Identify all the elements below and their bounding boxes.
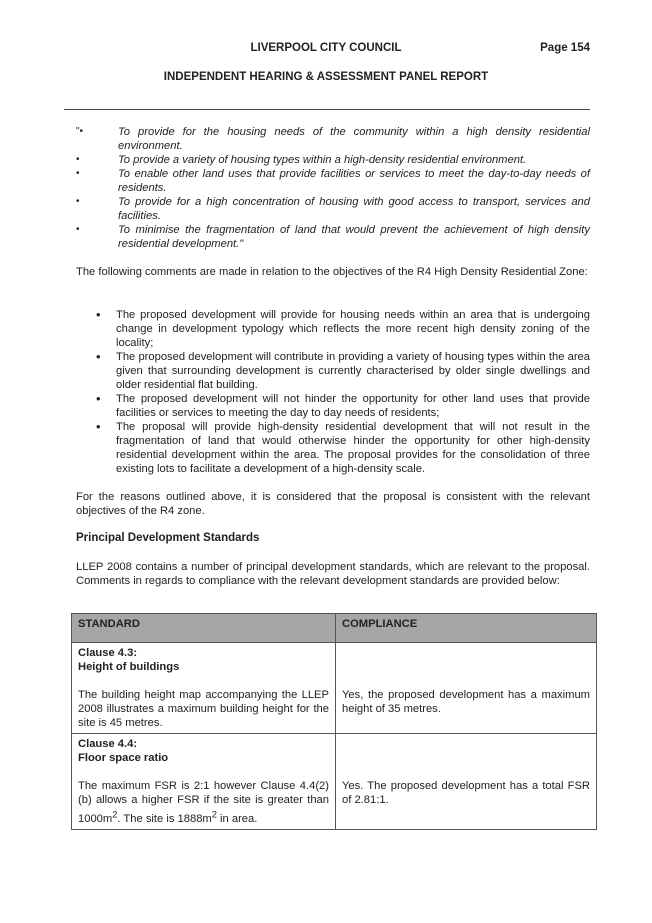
objective-item: [76, 153, 590, 167]
standard-text: The building height map accompanying the LLEP 2008 illustrates a maximum building height for the site is 45 metres.: [78, 689, 329, 729]
compliance-text: Yes, the proposed development has a maximum height of 35 metres.: [342, 689, 590, 715]
report-title: INDEPENDENT HEARING & ASSESSMENT PANEL REPORT: [163, 71, 489, 83]
objective-marker: •: [76, 196, 80, 207]
standard-cell: [72, 734, 336, 830]
column-header-standard: STANDARD: [72, 614, 336, 643]
conclusion-paragraph: For the reasons outlined above, it is considered that the proposal is consistent with the relevant objectives of the R4 zone.: [76, 491, 590, 517]
standards-intro: LLEP 2008 contains a number of principal development standards, which are relevant to the proposal. Comments in regards to compliance with the relevant development standards are provided below:: [76, 561, 590, 587]
objective-text: To provide for a high concentration of housing with good access to transport, services and facilities.: [118, 196, 590, 222]
section-heading: Principal Development Standards: [76, 532, 260, 544]
objective-item: [76, 167, 590, 195]
objective-text: To provide for the housing needs of the community within a high density residential environment.: [118, 126, 590, 152]
table-row: [72, 643, 597, 734]
column-header-compliance: COMPLIANCE: [336, 614, 597, 643]
standards-table: [71, 613, 597, 830]
clause-title: Floor space ratio: [78, 752, 169, 764]
objective-marker: •: [76, 168, 80, 179]
bullet-icon: •: [96, 419, 101, 434]
zone-objectives-list: [76, 125, 590, 251]
bullet-icon: •: [96, 391, 101, 406]
bullet-icon: •: [96, 307, 101, 322]
comment-text: The proposed development will provide for housing needs within an area that is undergoing change in development typology which reflects the more recent high density zoning of the locality;: [116, 309, 590, 349]
bullet-icon: •: [96, 349, 101, 364]
objective-text: To minimise the fragmentation of land that would prevent the achievement of high density residential development.": [118, 224, 590, 250]
comment-item: [96, 392, 590, 420]
objective-item: [76, 223, 590, 251]
compliance-cell: [336, 734, 597, 830]
standard-text: The maximum FSR is 2:1 however Clause 4.4(2)(b) allows a higher FSR if the site is greater than $1000m^2$. The site is $1888m^2$ in area.: [78, 780, 329, 825]
standard-cell: [72, 643, 336, 734]
comments-intro: The following comments are made in relation to the objectives of the R4 High Density Residential Zone:: [76, 266, 588, 278]
comment-text: The proposal will provide high-density residential development that will not result in the fragmentation of land that would otherwise hinder the opportunity for other high-density residential development within the area. The proposal provides for the consolidation of three existing lots to facilitate a development of a high-density scale.: [116, 421, 590, 475]
compliance-text: Yes. The proposed development has a total FSR of 2.81:1.: [342, 780, 590, 806]
comment-text: The proposed development will not hinder the opportunity for other land uses that provide facilities or services to meeting the day to day needs of residents;: [116, 393, 590, 419]
objective-item: [76, 195, 590, 223]
objective-text: To enable other land uses that provide facilities or services to meet the day-to-day needs of residents.: [118, 168, 590, 194]
clause-number: Clause 4.3:: [78, 647, 138, 659]
superscript: 2: [112, 809, 118, 819]
table-header-row: [72, 614, 597, 643]
objective-text: To provide a variety of housing types within a high-density residential environment.: [118, 154, 527, 166]
comment-item: [96, 350, 590, 392]
objective-item: [76, 125, 590, 153]
comment-item: [96, 308, 590, 350]
clause-number: Clause 4.4:: [78, 738, 138, 750]
compliance-cell: [336, 643, 597, 734]
council-name: LIVERPOOL CITY COUNCIL: [250, 42, 402, 54]
objective-marker: •: [76, 154, 80, 165]
comment-item: [96, 420, 590, 476]
superscript: 2: [211, 809, 217, 819]
page-number: Page 154: [540, 42, 590, 54]
comments-list: [96, 308, 590, 476]
header-divider: [64, 109, 590, 110]
clause-title: Height of buildings: [78, 661, 180, 673]
objective-marker: •: [76, 224, 80, 235]
table-row: [72, 734, 597, 830]
comment-text: The proposed development will contribute in providing a variety of housing types within the area given that surrounding development is currently characterised by older single dwellings and older residential flat building.: [116, 351, 590, 391]
objective-marker: "•: [76, 126, 84, 137]
